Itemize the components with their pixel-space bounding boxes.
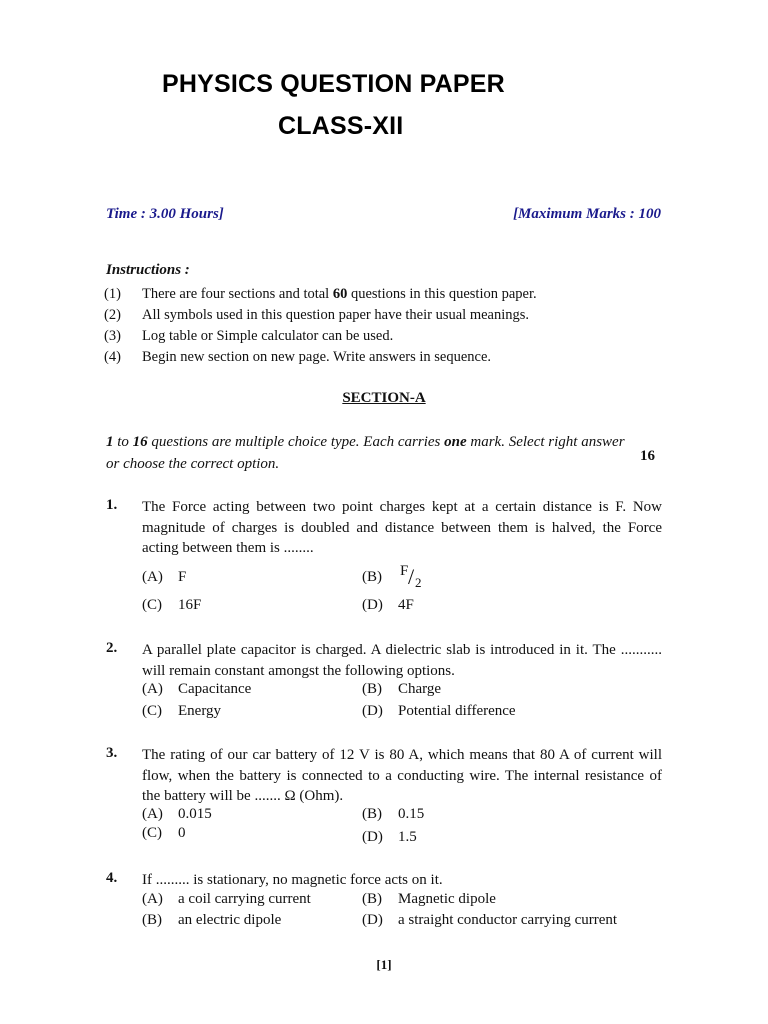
option-a	[142, 806, 212, 823]
paper-title: PHYSICS QUESTION PAPER	[162, 70, 505, 98]
option-label: (B)	[362, 806, 382, 822]
option-b	[362, 806, 424, 823]
instruction-text: All symbols used in this question paper have their usual meanings.	[142, 307, 530, 323]
section-title: SECTION-A	[342, 390, 426, 406]
option-label: (C)	[142, 825, 162, 841]
option-label: (A)	[142, 569, 163, 585]
page-number: [1]	[376, 957, 392, 972]
instruction-number: (4)	[104, 349, 121, 365]
option-label: (C)	[142, 703, 162, 719]
option-text: F	[178, 569, 187, 585]
instruction-text-part: There are four sections and total	[142, 286, 333, 302]
note-bold: 16	[132, 434, 148, 450]
option-label: (B)	[362, 681, 382, 697]
note-bold: one	[444, 434, 467, 450]
instructions-list	[104, 284, 664, 368]
question-number: 3.	[106, 745, 118, 761]
option-text: 0	[178, 825, 186, 841]
option-a	[142, 891, 311, 908]
option-a	[142, 681, 251, 698]
fraction-slash: /	[408, 564, 415, 589]
option-d	[362, 703, 516, 720]
instruction-bold-count: 60	[332, 286, 348, 302]
option-b	[362, 891, 496, 908]
fraction-f-over-2	[398, 563, 428, 595]
instruction-item	[104, 326, 664, 347]
section-note	[106, 431, 636, 475]
option-text: 0.015	[178, 806, 212, 822]
option-text: 16F	[178, 597, 202, 613]
note-text: questions are multiple choice type. Each carries	[147, 434, 445, 450]
question-text: If ......... is stationary, no magnetic force acts on it.	[142, 872, 443, 888]
instruction-item	[104, 347, 664, 368]
instruction-number: (3)	[104, 328, 121, 344]
question-number: 4.	[106, 870, 118, 886]
option-label: (B)	[362, 569, 382, 585]
option-d	[362, 597, 414, 614]
option-label: (D)	[362, 703, 383, 719]
option-label: (D)	[362, 829, 383, 845]
question-number: 2.	[106, 640, 118, 656]
question-text: The Force acting between two point charges kept at a certain distance is F. Now magnitude of charges is doubled and distance between them is halved, the Force acting between them is ........	[142, 499, 662, 556]
option-text: 4F	[398, 597, 414, 613]
option-text: a coil carrying current	[178, 891, 311, 907]
option-label: (A)	[142, 806, 163, 822]
instruction-item	[104, 284, 664, 305]
option-text: Potential difference	[398, 703, 516, 719]
note-bold: 1	[106, 434, 114, 450]
option-text: Charge	[398, 681, 442, 697]
option-label: (A)	[142, 891, 163, 907]
note-text: mark. Select right answer or choose the correct option.	[106, 434, 625, 472]
question-text: The rating of our car battery of 12 V is 80 A, which means that 80 A of current will flow, when the battery is connected to a conducting wire. The internal resistance of the battery will be ....... Ω (Ohm).	[142, 747, 662, 804]
section-marks: 16	[640, 448, 655, 464]
instruction-text: Log table or Simple calculator can be used.	[142, 328, 394, 344]
maximum-marks: [Maximum Marks : 100	[513, 206, 661, 222]
option-b	[362, 681, 441, 698]
question-number: 1.	[106, 497, 118, 513]
option-text: Capacitance	[178, 681, 252, 697]
option-label: (C)	[142, 597, 162, 613]
option-d	[362, 912, 617, 929]
option-text: an electric dipole	[178, 912, 282, 928]
fraction-denominator: 2	[415, 575, 422, 590]
question-text: A parallel plate capacitor is charged. A dielectric slab is introduced in it. The ........... will remain constant amongst the following options.	[142, 642, 662, 679]
time-duration: Time : 3.00 Hours]	[106, 206, 224, 222]
instruction-item	[104, 305, 664, 326]
option-text: a straight conductor carrying current	[398, 912, 618, 928]
option-text: 1.5	[398, 829, 417, 845]
option-text: Energy	[178, 703, 222, 719]
option-label: (D)	[362, 912, 383, 928]
option-c	[142, 597, 201, 614]
option-c	[142, 912, 281, 929]
class-title: CLASS-XII	[278, 112, 404, 140]
option-label: (A)	[142, 681, 163, 697]
instruction-text: Begin new section on new page. Write answers in sequence.	[142, 349, 492, 365]
note-text: to	[113, 434, 133, 450]
instruction-number: (2)	[104, 307, 121, 323]
option-text: Magnetic dipole	[398, 891, 496, 907]
option-b	[362, 563, 428, 595]
option-a	[142, 569, 186, 586]
instruction-number: (1)	[104, 286, 121, 302]
instructions-heading: Instructions :	[106, 262, 190, 278]
fraction-numerator: F	[400, 563, 409, 579]
instruction-text-part: questions in this question paper.	[347, 286, 537, 302]
option-label: (D)	[362, 597, 383, 613]
option-c	[142, 703, 221, 720]
option-c	[142, 825, 186, 842]
option-d	[362, 829, 417, 846]
instruction-text	[142, 284, 537, 305]
option-label: (B)	[362, 891, 382, 907]
option-label: (B)	[142, 912, 162, 928]
option-text: 0.15	[398, 806, 425, 822]
